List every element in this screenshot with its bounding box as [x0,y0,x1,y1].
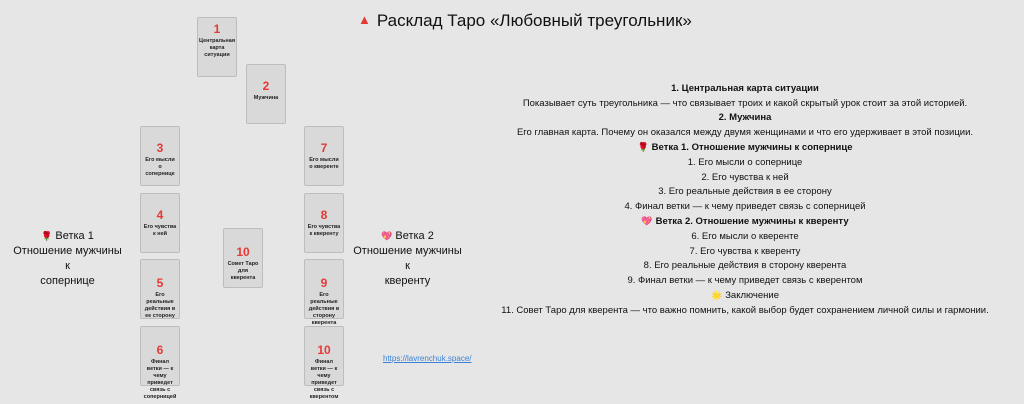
card-label: Мужчина [253,95,279,101]
branch-title: Ветка 2 [395,230,434,242]
branch-line: Отношение мужчины [353,245,462,257]
card-number: 3 [156,141,164,155]
desc-line: Его главная карта. Почему он оказался между двумя женщинами и что его удерживает в этой позиции. [516,126,974,138]
card-5 [140,259,180,319]
card-10-advice [223,228,263,288]
desc-line: 8. Его реальные действия в сторону кверента [643,260,847,272]
card-number: 4 [156,208,164,222]
card-6 [140,326,180,400]
branch-left-label [10,229,125,289]
card-label: Его реальные действия в сторону кверента [308,292,340,326]
site-link[interactable]: https://lavrenchuk.space/ [383,354,472,363]
card-label: Финал ветки — к чему приведет связь с соперницей [143,359,177,400]
page-title [358,11,692,31]
card-2 [246,64,286,124]
desc-line [492,140,998,156]
desc-line: 2. Его чувства к ней [701,171,789,183]
desc-line: 3. Его реальные действия в ее сторону [658,186,832,198]
desc-line: 6. Его мысли о кверенте [691,230,799,242]
card-label: Его мысли о кверенте [309,157,339,170]
branch-line: Отношение мужчины [13,245,122,257]
card-number: 8 [320,208,328,222]
card-number: 10 [236,245,250,259]
triangle-icon: ▲ [358,12,371,27]
desc-line: 1. Его мысли о сопернице [687,156,803,168]
card-number: 6 [156,343,164,357]
heart-icon: 💖 [381,231,393,241]
card-label: Совет Таро для кверента [227,261,259,281]
card-9 [304,259,344,326]
desc-line: 1. Центральная карта ситуации [671,83,819,94]
card-number: 5 [156,276,164,290]
rose-icon: 🌹 [41,231,53,241]
spread-description [492,82,998,319]
card-number: 10 [317,343,331,357]
desc-line-text: Ветка 1. Отношение мужчины к сопернице [651,142,853,154]
page-title-text: Расклад Таро «Любовный треугольник» [376,11,692,30]
card-label: Финал ветки — к чему приведет связь с кверентом [309,359,339,400]
card-number: 9 [320,276,328,290]
branch-line: кверенту [384,275,431,287]
card-10-branch [304,326,344,400]
desc-line: 2. Мужчина [718,112,772,124]
desc-line-text: Ветка 2. Отношение мужчины к кверенту [655,216,849,228]
desc-line [492,214,998,230]
desc-line: 11. Совет Таро для кверента — что важно помнить, какой выбор будет сохранением личной силы и гармонии. [501,304,989,316]
card-label: Его мысли о сопернице [145,157,175,177]
branch-line: к [405,260,410,272]
card-3 [140,126,180,186]
card-label: Его реальные действия в ее сторону [144,292,176,319]
card-number: 2 [262,79,270,93]
card-number: 1 [213,22,221,36]
branch-right-label [350,229,465,289]
heart-icon: 💖 [641,216,653,227]
card-7 [304,126,344,186]
card-number: 7 [320,141,328,155]
desc-line: 9. Финал ветки — к чему приведет связь с кверентом [627,274,863,286]
sun-icon: 🌟 [710,290,723,301]
card-label: Его чувства к ней [143,224,177,237]
desc-line: Показывает суть треугольника — что связывает троих и какой скрытый урок стоит за этой историей. [522,97,968,109]
card-8 [304,193,344,253]
desc-line [492,288,998,304]
desc-line: 7. Его чувства к кверенту [689,245,801,257]
card-4 [140,193,180,253]
card-label: Его чувства к кверенту [307,224,341,237]
branch-line: к [65,260,70,272]
branch-title: Ветка 1 [55,230,94,242]
branch-line: сопернице [40,275,95,287]
desc-line: 4. Финал ветки — к чему приведет связь с соперницей [624,200,866,212]
rose-icon: 🌹 [637,142,649,153]
card-label: Центральная карта ситуации [198,38,236,58]
card-1 [197,17,237,77]
desc-line-text: Заключение [725,290,780,302]
